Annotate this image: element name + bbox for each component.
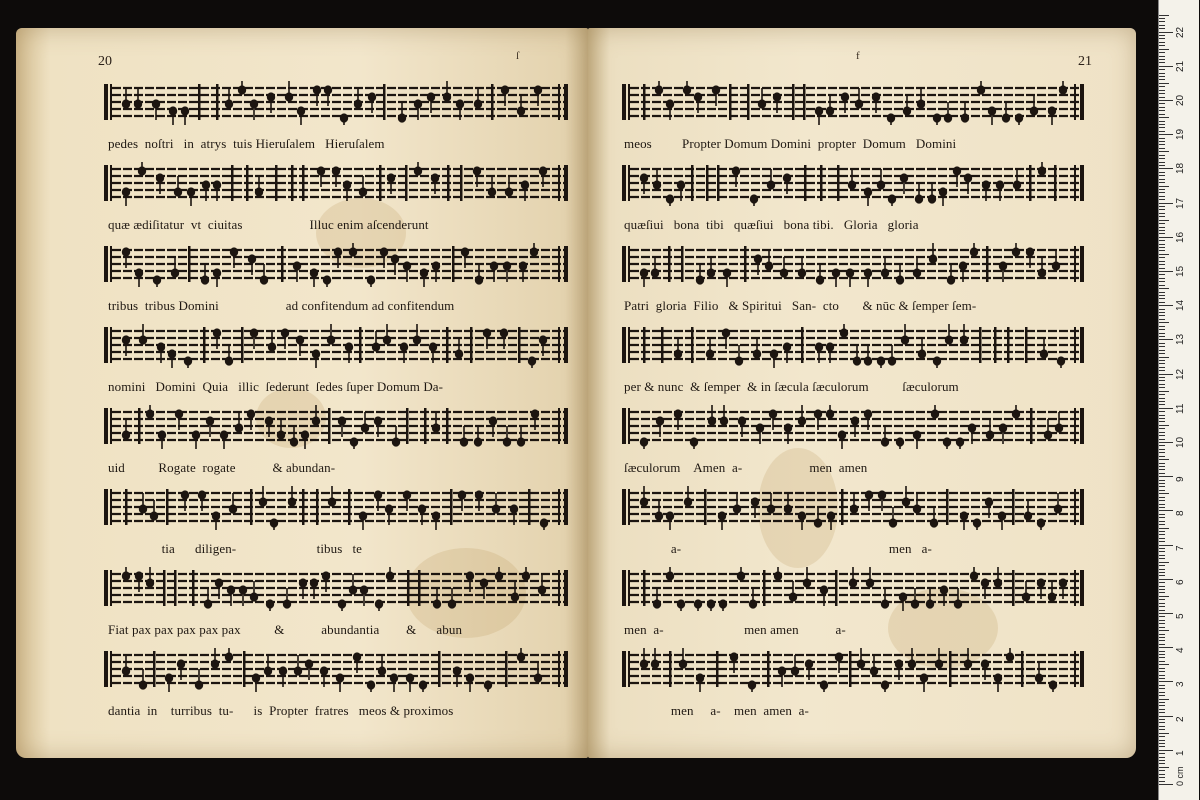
ruler-tick: [1159, 507, 1165, 508]
ruler-tick: [1159, 473, 1165, 474]
ruler-tick: [1159, 339, 1173, 340]
ruler-tick: [1159, 42, 1165, 43]
ruler-tick: [1159, 250, 1165, 251]
ruler-tick: [1159, 384, 1165, 385]
ruler-tick: [1159, 172, 1165, 173]
ruler-tick: [1159, 394, 1165, 395]
lyric-line: tribus tribus Domini ad confitendum ad confitendum: [108, 298, 455, 313]
ruler-tick: [1159, 151, 1169, 152]
music-staff: [104, 485, 568, 531]
ruler-tick: [1159, 582, 1165, 583]
music-staff: [104, 80, 568, 126]
ruler-tick: [1159, 589, 1165, 590]
ruler-tick: [1159, 292, 1165, 293]
ruler-tick: [1159, 634, 1165, 635]
music-staff: [622, 566, 1084, 612]
ruler-tick: [1159, 558, 1165, 559]
ruler-tick: [1159, 107, 1165, 108]
ruler-tick: [1159, 261, 1165, 262]
ruler-tick: [1159, 647, 1173, 648]
ruler-tick: [1159, 736, 1165, 737]
ruler-tick: [1159, 702, 1165, 703]
ruler-tick: [1159, 562, 1169, 563]
ruler-tick: [1159, 743, 1165, 744]
ruler-tick: [1159, 141, 1165, 142]
lyric-line: tia diligen- tibus te: [108, 541, 363, 556]
ruler-tick: [1159, 425, 1169, 426]
ruler-tick: [1159, 336, 1165, 337]
ruler-tick: [1159, 551, 1165, 552]
music-staff: [622, 485, 1084, 531]
music-staff: [104, 242, 568, 288]
staff-system: [588, 647, 1136, 757]
ruler-tick: [1159, 699, 1169, 700]
ruler-tick: [1159, 114, 1165, 115]
ruler-tick: [1159, 729, 1165, 730]
music-staff: [104, 647, 568, 693]
ruler-tick: [1159, 716, 1173, 717]
music-staff: [622, 80, 1084, 126]
ruler-tick: [1159, 110, 1165, 111]
ruler-label: 1: [1175, 750, 1186, 756]
ruler-tick: [1159, 374, 1173, 375]
ruler-tick: [1159, 514, 1165, 515]
ruler-tick: [1159, 538, 1165, 539]
ruler-tick: [1159, 83, 1169, 84]
ruler-label: 11: [1175, 403, 1186, 414]
ruler-tick: [1159, 213, 1165, 214]
ruler-tick: [1159, 21, 1165, 22]
ruler-tick: [1159, 257, 1165, 258]
ruler-tick: [1159, 579, 1173, 580]
lyric-line: quæſiui bona tibi quæſiui bona tibi. Gloria gloria: [624, 217, 919, 232]
lyric-line: men a- men amen a-: [624, 622, 846, 637]
ruler-tick: [1159, 274, 1165, 275]
ruler-tick: [1159, 66, 1173, 67]
ruler-tick: [1159, 182, 1165, 183]
ruler-tick: [1159, 592, 1165, 593]
ruler-tick: [1159, 733, 1169, 734]
ruler-tick: [1159, 572, 1165, 573]
ruler-tick: [1159, 463, 1165, 464]
ruler-tick: [1159, 408, 1173, 409]
ruler-label: 12: [1175, 368, 1186, 380]
ruler-tick: [1159, 216, 1165, 217]
ruler-tick: [1159, 627, 1165, 628]
ruler-tick: [1159, 432, 1165, 433]
ruler-label: 10: [1175, 436, 1186, 448]
ruler-tick: [1159, 613, 1173, 614]
ruler-tick: [1159, 404, 1165, 405]
ruler-tick: [1159, 555, 1165, 556]
lyric-line: a- men a-: [624, 541, 932, 556]
ruler-tick: [1159, 285, 1165, 286]
ruler-tick: [1159, 209, 1165, 210]
ruler-label: 18: [1175, 163, 1186, 175]
ruler-tick: [1159, 415, 1165, 416]
ruler-tick: [1159, 418, 1165, 419]
lyric-line: quæ ædiſitatur vt ciuitas Illuc enim aſcenderunt: [108, 217, 429, 232]
ruler-tick: [1159, 599, 1165, 600]
ruler-tick: [1159, 630, 1169, 631]
ruler-tick: [1159, 483, 1165, 484]
ruler-tick: [1159, 695, 1165, 696]
ruler-tick: [1159, 127, 1165, 128]
ruler-tick: [1159, 528, 1169, 529]
ruler-tick: [1159, 442, 1173, 443]
ruler-tick: [1159, 230, 1165, 231]
ruler-tick: [1159, 192, 1165, 193]
ruler-tick: [1159, 640, 1165, 641]
ruler-tick: [1159, 763, 1165, 764]
ruler-tick: [1159, 569, 1165, 570]
ruler-tick: [1159, 722, 1165, 723]
ruler-tick: [1159, 175, 1165, 176]
ruler-tick: [1159, 28, 1165, 29]
ruler-tick: [1159, 312, 1165, 313]
lyric-line: uid Rogate rogate & abundan-: [108, 460, 336, 475]
ruler-tick: [1159, 421, 1165, 422]
ruler-tick: [1159, 278, 1165, 279]
page-number: 20: [98, 54, 112, 69]
left-page: [16, 28, 588, 758]
ruler-tick: [1159, 719, 1165, 720]
ruler-tick: [1159, 675, 1165, 676]
ruler-label: 6: [1175, 579, 1186, 585]
ruler-tick: [1159, 124, 1165, 125]
ruler-tick: [1159, 309, 1165, 310]
ruler-tick: [1159, 15, 1169, 16]
ruler-tick: [1159, 165, 1165, 166]
music-staff: [104, 161, 568, 207]
ruler-tick: [1159, 548, 1165, 549]
ruler-tick: [1159, 616, 1165, 617]
ruler-tick: [1159, 524, 1165, 525]
ruler-tick: [1159, 370, 1165, 371]
ruler-tick: [1159, 117, 1169, 118]
ruler-tick: [1159, 134, 1173, 135]
ruler-tick: [1159, 678, 1165, 679]
ruler-unit-label: 0 cm: [1175, 766, 1185, 786]
ruler-tick: [1159, 244, 1165, 245]
ruler-label: 14: [1175, 300, 1186, 312]
ruler-tick: [1159, 623, 1165, 624]
ruler-tick: [1159, 784, 1173, 785]
ruler-tick: [1159, 644, 1165, 645]
ruler-tick: [1159, 158, 1165, 159]
ruler-tick: [1159, 767, 1169, 768]
ruler-tick: [1159, 531, 1165, 532]
ruler-label: 20: [1175, 94, 1186, 106]
ruler-tick: [1159, 237, 1173, 238]
ruler-tick: [1159, 353, 1165, 354]
ruler-tick: [1159, 750, 1173, 751]
ruler-tick: [1159, 661, 1165, 662]
ruler-tick: [1159, 657, 1165, 658]
ruler-tick: [1159, 534, 1165, 535]
music-staff: [104, 323, 568, 369]
ruler-label: 22: [1175, 26, 1186, 38]
ruler-label: 17: [1175, 197, 1186, 209]
staff-system: [16, 647, 588, 757]
ruler-tick: [1159, 469, 1165, 470]
ruler-tick: [1159, 62, 1165, 63]
ruler-tick: [1159, 329, 1165, 330]
ruler-tick: [1159, 90, 1165, 91]
ruler-tick: [1159, 760, 1165, 761]
ruler-tick: [1159, 32, 1173, 33]
ruler-tick: [1159, 138, 1165, 139]
lyric-line: dantia in turribus tu- is Propter fratres meos & proximos: [108, 703, 454, 718]
ruler-tick: [1159, 692, 1165, 693]
ruler-tick: [1159, 227, 1165, 228]
lyric-line: pedes noſtri in atrys tuis Hieruſalem Hieruſalem: [108, 136, 385, 151]
ruler-tick: [1159, 69, 1165, 70]
ruler-tick: [1159, 726, 1165, 727]
lyric-line: ſæculorum Amen a- men amen: [624, 460, 868, 475]
ruler-tick: [1159, 757, 1165, 758]
measurement-ruler: [1158, 0, 1199, 800]
ruler-tick: [1159, 144, 1165, 145]
ruler-tick: [1159, 367, 1165, 368]
ruler-label: 7: [1175, 545, 1186, 551]
ruler-tick: [1159, 387, 1165, 388]
music-staff: [622, 242, 1084, 288]
ruler-tick: [1159, 411, 1165, 412]
music-staff: [104, 566, 568, 612]
page-ornament: f: [856, 50, 860, 62]
ruler-tick: [1159, 18, 1165, 19]
ruler-tick: [1159, 319, 1165, 320]
ruler-tick: [1159, 490, 1165, 491]
ruler-tick: [1159, 377, 1165, 378]
music-staff: [104, 404, 568, 450]
ruler-label: 5: [1175, 613, 1186, 619]
ruler-tick: [1159, 517, 1165, 518]
ruler-tick: [1159, 493, 1169, 494]
ruler-tick: [1159, 52, 1165, 53]
lyric-line: Fiat pax pax pax pax pax & abundantia & abun: [108, 622, 463, 637]
ruler-tick: [1159, 620, 1165, 621]
ruler-tick: [1159, 203, 1173, 204]
ruler-tick: [1159, 302, 1165, 303]
open-book: [10, 28, 1150, 768]
ruler-tick: [1159, 315, 1165, 316]
ruler-tick: [1159, 746, 1165, 747]
ruler-tick: [1159, 664, 1169, 665]
music-staff: [622, 647, 1084, 693]
lyric-line: Patri gloria Filio & Spiritui San- cto & nūc & ſemper ſem-: [624, 298, 977, 313]
ruler-label: 19: [1175, 129, 1186, 141]
ruler-tick: [1159, 712, 1165, 713]
page-number: 21: [1078, 54, 1092, 69]
ruler-tick: [1159, 233, 1165, 234]
ruler-tick: [1159, 326, 1165, 327]
ruler-tick: [1159, 73, 1165, 74]
ruler-label: 3: [1175, 681, 1186, 688]
ruler-tick: [1159, 586, 1165, 587]
ruler-tick: [1159, 76, 1165, 77]
ruler-tick: [1159, 264, 1165, 265]
ruler-tick: [1159, 240, 1165, 241]
ruler-tick: [1159, 575, 1165, 576]
ruler-tick: [1159, 281, 1165, 282]
ruler-tick: [1159, 497, 1165, 498]
music-staff: [622, 323, 1084, 369]
ruler-tick: [1159, 439, 1165, 440]
ruler-tick: [1159, 401, 1165, 402]
ruler-tick: [1159, 295, 1165, 296]
ruler-tick: [1159, 103, 1165, 104]
ruler-tick: [1159, 346, 1165, 347]
ruler-tick: [1159, 449, 1165, 450]
ruler-label: 8: [1175, 510, 1186, 517]
ruler-tick: [1159, 25, 1165, 26]
ruler-tick: [1159, 223, 1165, 224]
ruler-tick: [1159, 596, 1169, 597]
ruler-tick: [1159, 206, 1165, 207]
ruler-tick: [1159, 121, 1165, 122]
ruler-tick: [1159, 100, 1173, 101]
ruler-tick: [1159, 49, 1169, 50]
ruler-tick: [1159, 681, 1173, 682]
ruler-tick: [1159, 79, 1165, 80]
lyric-line: meos Propter Domum Domini propter Domum Domini: [624, 136, 957, 151]
ruler-tick: [1159, 705, 1165, 706]
ruler-label: 15: [1175, 265, 1186, 277]
ruler-tick: [1159, 688, 1165, 689]
ruler-tick: [1159, 545, 1173, 546]
ruler-tick: [1159, 97, 1165, 98]
ruler-tick: [1159, 510, 1173, 511]
ruler-tick: [1159, 651, 1165, 652]
ruler-tick: [1159, 288, 1169, 289]
ruler-label: 13: [1175, 334, 1186, 346]
ruler-tick: [1159, 777, 1165, 778]
ruler-tick: [1159, 199, 1165, 200]
ruler-tick: [1159, 753, 1165, 754]
ruler-label: 21: [1175, 60, 1186, 72]
ruler-tick: [1159, 131, 1165, 132]
ruler-label: 9: [1175, 476, 1186, 483]
ruler-label: 16: [1175, 231, 1186, 243]
ruler-tick: [1159, 740, 1165, 741]
ruler-tick: [1159, 186, 1169, 187]
ruler-tick: [1159, 709, 1165, 710]
ruler-tick: [1159, 56, 1165, 57]
lyric-line: men a- men amen a-: [624, 703, 809, 718]
ruler-tick: [1159, 654, 1165, 655]
ruler-tick: [1159, 466, 1165, 467]
ruler-tick: [1159, 391, 1169, 392]
ruler-tick: [1159, 162, 1165, 163]
ruler-tick: [1159, 155, 1165, 156]
page-ornament: ſ: [516, 50, 520, 62]
ruler-tick: [1159, 770, 1165, 771]
ruler-tick: [1159, 668, 1165, 669]
lyric-line: per & nunc & ſemper & in ſæcula ſæculorum ſæculorum: [624, 379, 959, 394]
lyric-line: nomini Domini Quia illic ſederunt ſedes ſuper Domum Da-: [108, 379, 444, 394]
ruler-tick: [1159, 298, 1165, 299]
ruler-tick: [1159, 541, 1165, 542]
ruler-tick: [1159, 380, 1165, 381]
ruler-tick: [1159, 476, 1173, 477]
ruler-tick: [1159, 521, 1165, 522]
ruler-tick: [1159, 357, 1169, 358]
ruler-tick: [1159, 452, 1165, 453]
ruler-tick: [1159, 93, 1165, 94]
ruler-tick: [1159, 268, 1165, 269]
ruler-tick: [1159, 774, 1165, 775]
ruler-tick: [1159, 168, 1173, 169]
ruler-tick: [1159, 565, 1165, 566]
ruler-tick: [1159, 305, 1173, 306]
ruler-tick: [1159, 685, 1165, 686]
ruler-tick: [1159, 603, 1165, 604]
ruler-tick: [1159, 435, 1165, 436]
ruler-tick: [1159, 671, 1165, 672]
ruler-tick: [1159, 500, 1165, 501]
ruler-tick: [1159, 428, 1165, 429]
ruler-tick: [1159, 220, 1169, 221]
ruler-label: 4: [1175, 647, 1186, 654]
ruler-tick: [1159, 35, 1165, 36]
ruler-tick: [1159, 179, 1165, 180]
ruler-tick: [1159, 45, 1165, 46]
ruler-label: 2: [1175, 716, 1186, 722]
music-staff: [622, 404, 1084, 450]
ruler-tick: [1159, 363, 1165, 364]
ruler-tick: [1159, 254, 1169, 255]
ruler-tick: [1159, 148, 1165, 149]
ruler-tick: [1159, 322, 1169, 323]
ruler-tick: [1159, 333, 1165, 334]
ruler-tick: [1159, 343, 1165, 344]
ruler-tick: [1159, 504, 1165, 505]
ruler-tick: [1159, 781, 1165, 782]
ruler-tick: [1159, 247, 1165, 248]
ruler-tick: [1159, 59, 1165, 60]
ruler-tick: [1159, 610, 1165, 611]
ruler-tick: [1159, 196, 1165, 197]
right-page: [588, 28, 1136, 758]
ruler-tick: [1159, 459, 1169, 460]
ruler-tick: [1159, 445, 1165, 446]
ruler-tick: [1159, 38, 1165, 39]
ruler-tick: [1159, 456, 1165, 457]
music-staff: [622, 161, 1084, 207]
ruler-tick: [1159, 271, 1173, 272]
ruler-tick: [1159, 189, 1165, 190]
ruler-tick: [1159, 480, 1165, 481]
ruler-tick: [1159, 486, 1165, 487]
ruler-tick: [1159, 637, 1165, 638]
ruler-tick: [1159, 350, 1165, 351]
ruler-tick: [1159, 360, 1165, 361]
ruler-tick: [1159, 606, 1165, 607]
ruler-tick: [1159, 86, 1165, 87]
ruler-tick: [1159, 398, 1165, 399]
